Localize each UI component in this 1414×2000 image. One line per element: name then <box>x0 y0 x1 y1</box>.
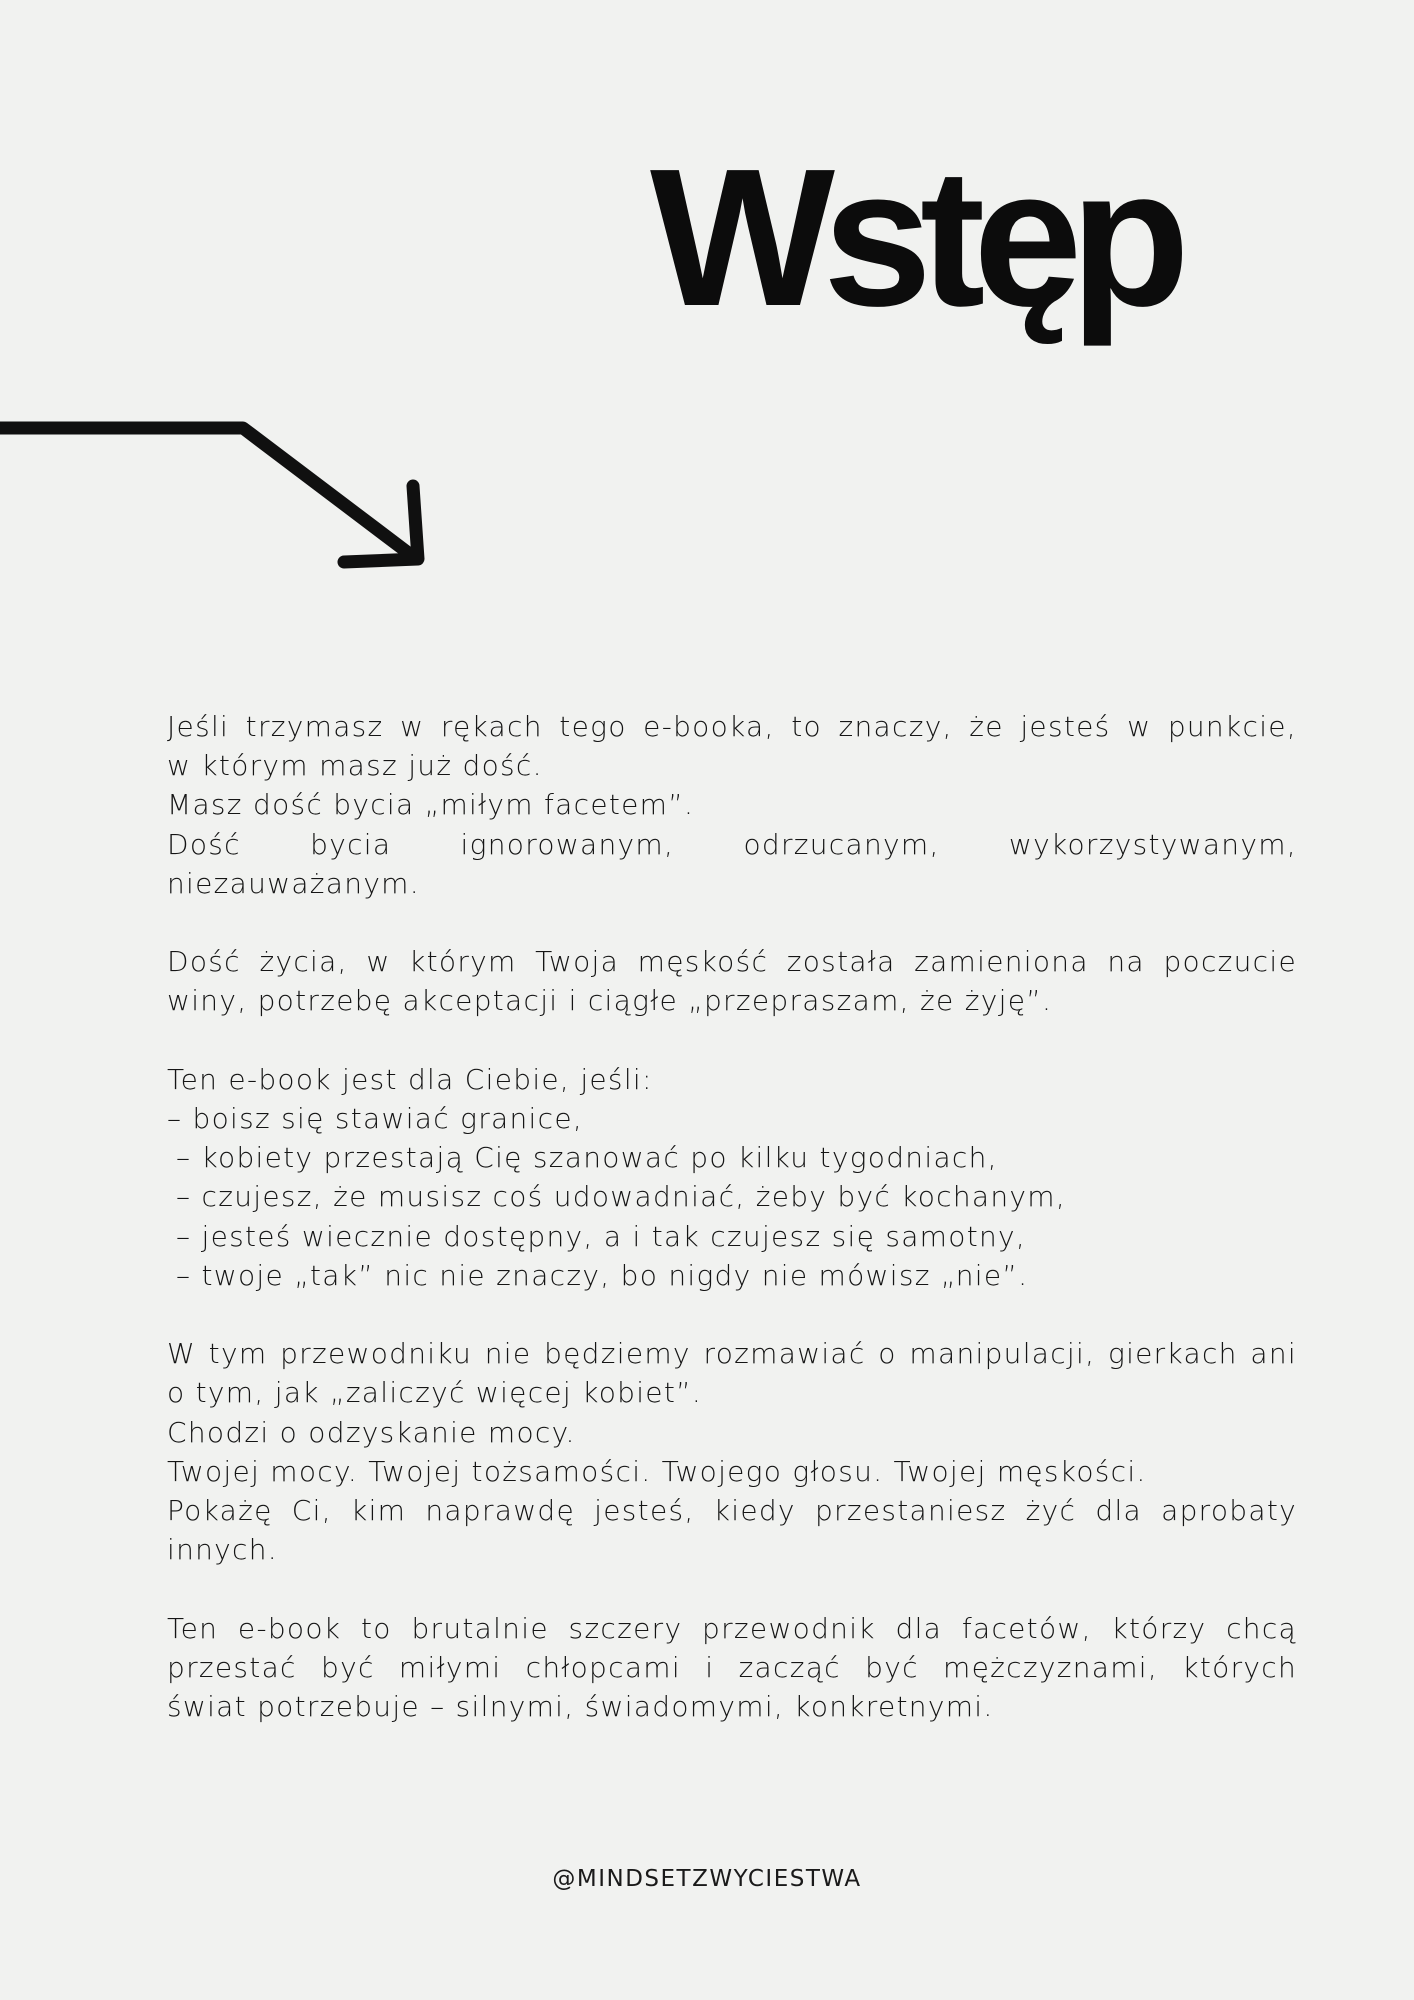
footer-handle: @MINDSETZWYCIESTWA <box>552 1866 862 1892</box>
text-line: o tym, jak „zaliczyć więcej kobiet”. <box>167 1376 703 1410</box>
paragraph-gap <box>167 1021 1297 1060</box>
paragraph-gap <box>167 1295 1297 1334</box>
paragraph-audience-list <box>167 1060 1297 1295</box>
text-line: winy, potrzebę akceptacji i ciągłe „przepraszam, że żyję”. <box>167 984 1053 1018</box>
list-item: – czujesz, że musisz coś udowadniać, żeby być kochanym, <box>176 1180 1067 1214</box>
text-line: Dość bycia ignorowanym, odrzucanym, wykorzystywanym, <box>167 827 1297 861</box>
text-line: przestać być miłymi chłopcami i zacząć być mężczyznami, których <box>167 1650 1297 1684</box>
paragraph-summary <box>167 1609 1297 1727</box>
text-line: Masz dość bycia „miłym facetem”. <box>167 788 695 822</box>
paragraph-gap <box>167 1569 1297 1608</box>
paragraph-gap <box>167 903 1297 942</box>
list-item: – kobiety przestają Cię szanować po kilku tygodniach, <box>176 1141 998 1175</box>
text-line: Jeśli trzymasz w rękach tego e-booka, to znaczy, że jesteś w punkcie, <box>167 710 1297 743</box>
text-line: w którym masz już dość. <box>167 749 543 783</box>
text-line: Dość życia, w którym Twoja męskość została zamieniona na poczucie <box>167 945 1297 979</box>
arrow-right-down-icon <box>0 400 440 590</box>
text-line: Twojej mocy. Twojej tożsamości. Twojego głosu. Twojej męskości. <box>167 1454 1147 1488</box>
text-line: Chodzi o odzyskanie mocy. <box>167 1415 576 1449</box>
list-item: – twoje „tak” nic nie znaczy, bo nigdy nie mówisz „nie”. <box>176 1258 1029 1292</box>
paragraph-intro <box>167 707 1297 903</box>
text-line: W tym przewodniku nie będziemy rozmawiać o manipulacji, gierkach ani <box>167 1337 1297 1371</box>
text-line: innych. <box>167 1533 278 1567</box>
list-heading: Ten e-book jest dla Ciebie, jeśli: <box>167 1062 653 1096</box>
paragraph-purpose <box>167 1334 1297 1569</box>
page-title: Wstęp <box>650 128 1178 347</box>
text-line: Pokażę Ci, kim naprawdę jesteś, kiedy przestaniesz żyć dla aprobaty <box>167 1494 1297 1528</box>
text-line: niezauważanym. <box>167 866 420 900</box>
text-line: Ten e-book to brutalnie szczery przewodnik dla facetów, którzy chcą <box>167 1611 1297 1645</box>
intro-text <box>167 707 1297 1726</box>
list-item: – jesteś wiecznie dostępny, a i tak czujesz się samotny, <box>176 1219 1027 1253</box>
paragraph-masculinity <box>167 942 1297 1020</box>
text-line: świat potrzebuje – silnymi, świadomymi, konkretnymi. <box>167 1690 994 1724</box>
list-item: – boisz się stawiać granice, <box>167 1102 584 1135</box>
